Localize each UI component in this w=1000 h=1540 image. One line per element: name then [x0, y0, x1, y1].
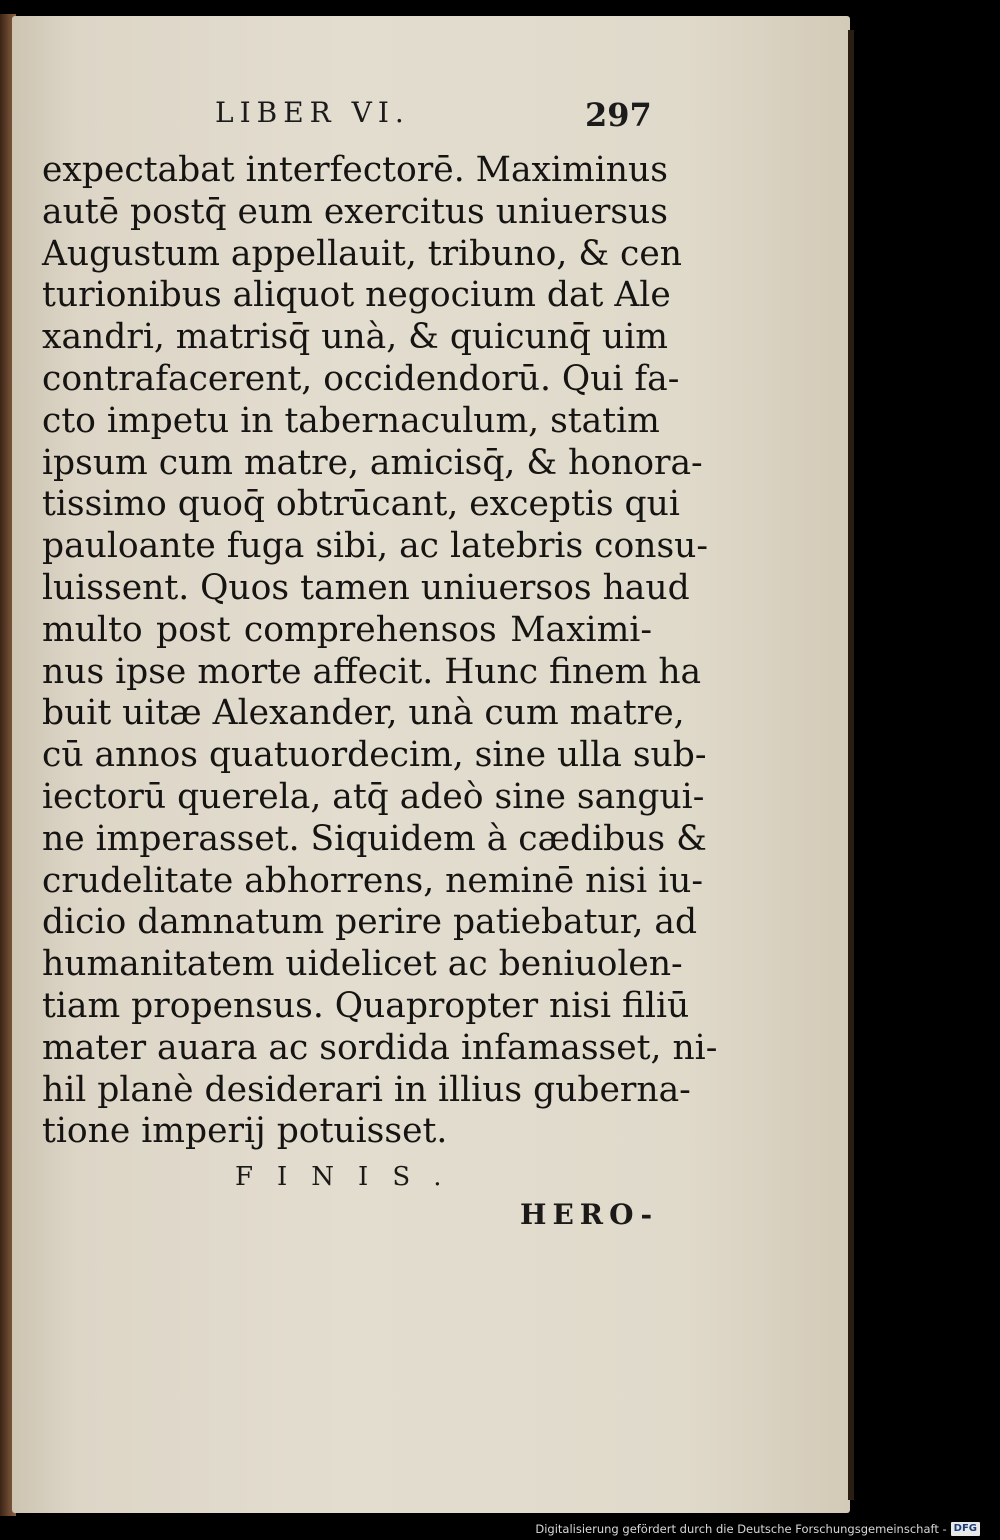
text-line: xandri, matrisq̄ unà, & quicunq̄ uim: [42, 317, 668, 358]
text-line: cū annos quatuordecim, sine ulla sub-: [42, 735, 707, 776]
text-line: tiam propensus. Quapropter nisi filiū: [42, 985, 690, 1026]
text-line: humanitatem uidelicet ac beniuolen-: [42, 944, 683, 985]
text-line: dicio damnatum perire patiebatur, ad: [42, 902, 698, 943]
text-line: expectabat interfectorē. Maximinus: [42, 150, 668, 190]
text-line: crudelitate abhorrens, neminē nisi iu-: [42, 860, 704, 901]
text-line: iectorū querela, atq̄ adeò sine sangui-: [42, 776, 705, 817]
text-line: luissent. Quos tamen uniuersos haud: [42, 567, 690, 608]
text-line: turionibus aliquot negocium dat Ale: [42, 275, 671, 316]
text-line: tione imperij potuisset.: [42, 1111, 448, 1152]
page-number: 297: [585, 96, 652, 134]
credit-text: Digitalisierung gefördert durch die Deutsche Forschungsgemeinschaft -: [535, 1522, 947, 1536]
running-head: LIBER VI.: [215, 96, 410, 129]
text-line: ipsum cum matre, amicisq̄, & honora-: [42, 442, 703, 483]
text-line: multo post comprehensos Maximi-: [42, 609, 652, 650]
text-line: Augustum appellauit, tribuno, & cen: [42, 233, 683, 274]
text-block: [42, 150, 718, 1153]
page-edge-shadow: [848, 30, 854, 1500]
text-line: mater auara ac sordida infamasset, ni-: [42, 1027, 718, 1068]
digitization-credit: [535, 1522, 980, 1536]
text-line: contrafacerent, occidendorū. Qui fa-: [42, 358, 680, 399]
finis-mark: FINIS.: [235, 1162, 466, 1192]
text-line: tissimo quoq̄ obtrūcant, exceptis qui: [42, 484, 680, 525]
text-line: pauloante fuga sibi, ac latebris consu-: [42, 526, 709, 567]
text-line: hil planè desiderari in illius guberna-: [42, 1069, 691, 1110]
text-line: cto impetu in tabernaculum, statim: [42, 400, 660, 441]
text-line: autē postq̄ eum exercitus uniuersus: [42, 191, 668, 232]
text-line: nus ipse morte affecit. Hunc finem ha: [42, 651, 702, 692]
dfg-logo: DFG: [951, 1522, 980, 1536]
text-line: buit uitæ Alexander, unà cum matre,: [42, 693, 685, 734]
text-line: ne imperasset. Siquidem à cædibus &: [42, 818, 707, 859]
catchword: HERO-: [520, 1198, 659, 1231]
